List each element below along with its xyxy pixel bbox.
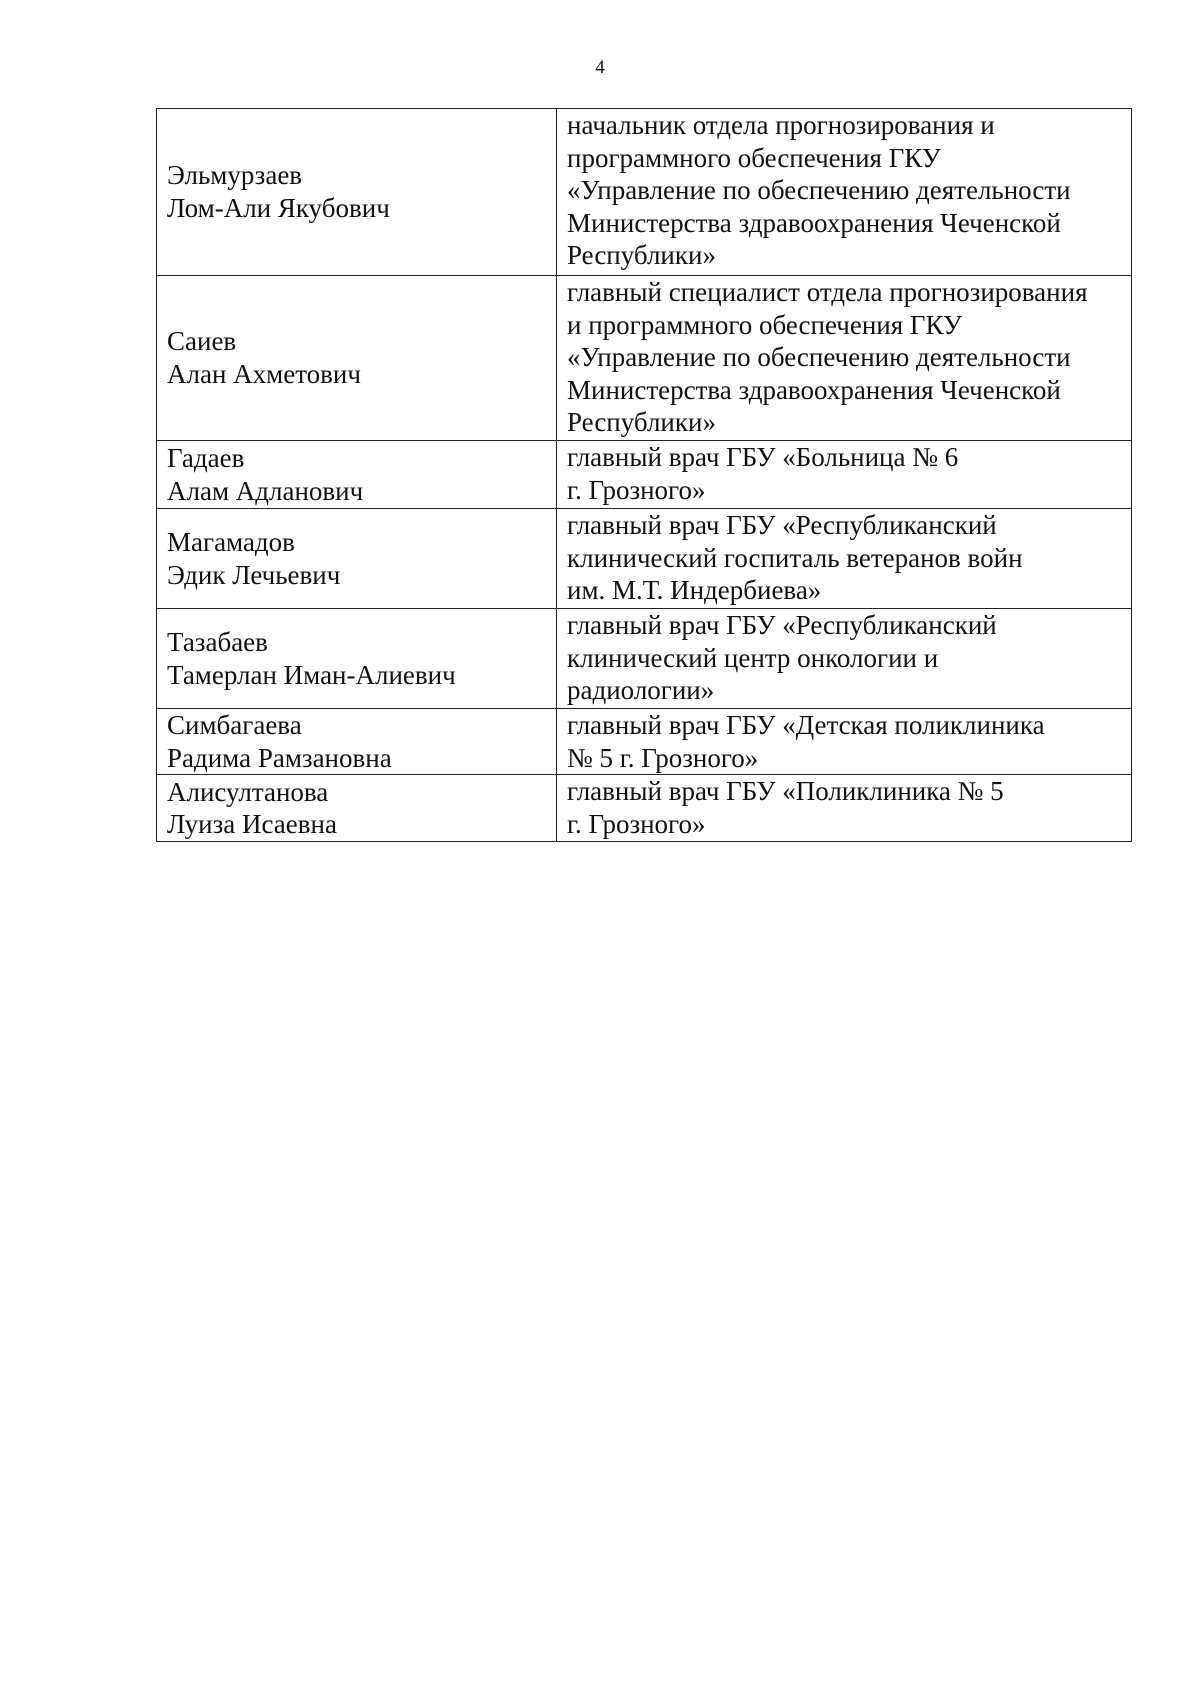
table-row	[157, 709, 1132, 775]
person-given-names: Эдик Лечьевич	[167, 559, 341, 590]
position-line: Республики»	[567, 407, 716, 438]
position-line: клинический центр онкологии и	[567, 642, 939, 673]
table-row	[157, 441, 1132, 509]
position-line: главный врач ГБУ «Больница № 6	[567, 442, 959, 472]
position-line: Министерства здравоохранения Чеченской	[567, 374, 1061, 405]
name-cell	[157, 709, 557, 775]
table-row	[157, 109, 1132, 276]
name-cell	[157, 109, 557, 276]
person-given-names: Алан Ахметович	[167, 359, 361, 389]
table-row	[157, 276, 1132, 441]
position-line: «Управление по обеспечению деятельности	[567, 342, 1071, 373]
position-line: Республики»	[567, 240, 716, 271]
person-surname: Алисултанова	[167, 776, 329, 807]
person-given-names: Тамерлан Иман-Алиевич	[167, 659, 456, 690]
person-given-names: Алам Адланович	[167, 475, 364, 506]
position-line: главный врач ГБУ «Поликлиника № 5	[567, 776, 1004, 807]
person-surname: Гадаев	[167, 442, 245, 473]
position-cell	[557, 609, 1132, 709]
name-cell	[157, 441, 557, 509]
table-row	[157, 775, 1132, 842]
position-line: начальник отдела прогнозирования и	[567, 110, 995, 140]
person-given-names: Радима Рамзановна	[167, 742, 392, 773]
position-cell	[557, 509, 1132, 609]
page-number: 4	[595, 57, 605, 78]
position-line: главный врач ГБУ «Детская поликлиника	[567, 710, 1045, 740]
position-cell	[557, 441, 1132, 509]
name-cell	[157, 609, 557, 709]
person-surname: Эльмурзаев	[167, 160, 303, 191]
table-row	[157, 509, 1132, 609]
position-line: главный специалист отдела прогнозирования	[567, 277, 1088, 307]
name-cell	[157, 276, 557, 441]
position-line: клинический госпиталь ветеранов войн	[567, 542, 1023, 573]
position-line: Министерства здравоохранения Чеченской	[567, 207, 1061, 238]
staff-table	[156, 108, 1132, 842]
position-line: «Управление по обеспечению деятельности	[567, 175, 1071, 206]
person-surname: Тазабаев	[167, 626, 268, 657]
position-line: г. Грозного»	[567, 808, 706, 839]
position-line: главный врач ГБУ «Республиканский	[567, 610, 997, 640]
person-surname: Симбагаева	[167, 710, 302, 740]
person-surname: Магамадов	[167, 526, 295, 557]
position-line: и программного обеспечения ГКУ	[567, 309, 963, 340]
position-cell	[557, 109, 1132, 276]
position-line: программного обеспечения ГКУ	[567, 142, 941, 173]
position-line: № 5 г. Грозного»	[567, 742, 759, 773]
person-given-names: Луиза Исаевна	[167, 809, 337, 840]
position-line: г. Грозного»	[567, 474, 706, 505]
name-cell	[157, 775, 557, 842]
person-surname: Саиев	[167, 326, 237, 357]
position-cell	[557, 775, 1132, 842]
position-line: главный врач ГБУ «Республиканский	[567, 510, 997, 540]
position-line: им. М.Т. Индербиева»	[567, 575, 822, 606]
position-line: радиологии»	[567, 675, 715, 706]
position-cell	[557, 276, 1132, 441]
person-given-names: Лом-Али Якубович	[167, 193, 390, 223]
table-row	[157, 609, 1132, 709]
name-cell	[157, 509, 557, 609]
position-cell	[557, 709, 1132, 775]
